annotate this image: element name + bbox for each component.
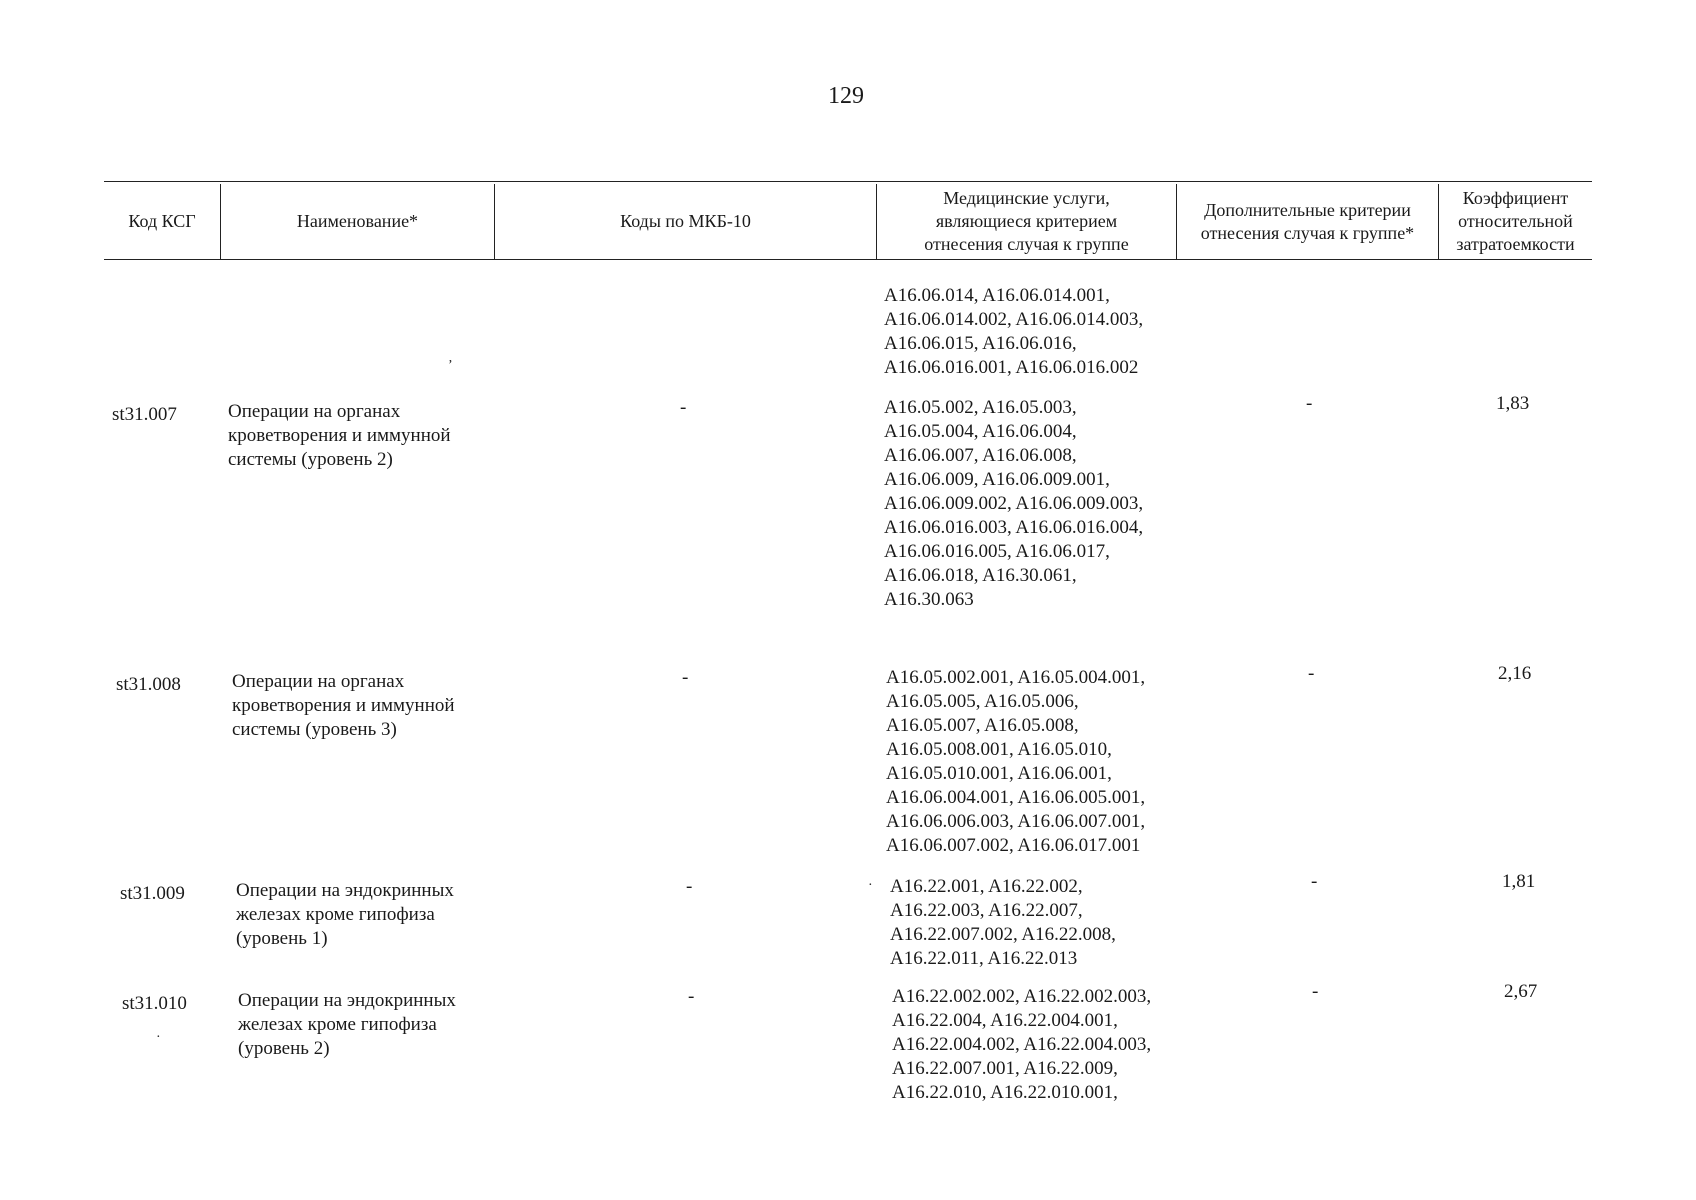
service-code-line: A16.22.003, A16.22.007, bbox=[890, 900, 1083, 921]
row-name-line: системы (уровень 2) bbox=[228, 449, 393, 470]
row-name-line: железах кроме гипофиза bbox=[236, 904, 435, 925]
row-coef: 2,16 bbox=[1498, 663, 1532, 684]
row-code: st31.009 bbox=[120, 883, 185, 904]
row-mkb: - bbox=[686, 876, 693, 897]
header-coef bbox=[1439, 184, 1592, 259]
header-coef-line: затратоемкости bbox=[1456, 234, 1575, 254]
service-code-line: A16.05.002.001, A16.05.004.001, bbox=[886, 667, 1146, 688]
header-name: Наименование* bbox=[296, 211, 419, 231]
service-code-line: A16.06.009.002, A16.06.009.003, bbox=[884, 493, 1144, 514]
service-code-line: A16.06.016.005, A16.06.017, bbox=[884, 541, 1110, 562]
header-extra-line: Дополнительные критерии bbox=[1204, 199, 1411, 220]
row-services bbox=[890, 875, 1210, 971]
stray-mark: ʼ bbox=[448, 358, 453, 373]
service-code-line: A16.06.015, A16.06.016, bbox=[884, 333, 1077, 354]
row-name-line: (уровень 2) bbox=[238, 1038, 330, 1059]
service-code-line: A16.06.014, A16.06.014.001, bbox=[884, 285, 1110, 306]
service-code-line: A16.06.018, A16.30.061, bbox=[884, 565, 1077, 586]
row-name-line: Операции на органах bbox=[232, 671, 405, 692]
header-services bbox=[877, 184, 1176, 259]
row-name-line: железах кроме гипофиза bbox=[238, 1014, 437, 1035]
service-code-line: A16.06.007.002, A16.06.017.001 bbox=[886, 835, 1141, 856]
row-mkb: - bbox=[688, 986, 695, 1007]
row-coef: 2,67 bbox=[1504, 981, 1538, 1002]
service-code-line: A16.06.007, A16.06.008, bbox=[884, 445, 1077, 466]
row-coef: 1,81 bbox=[1502, 871, 1536, 892]
row-extra: - bbox=[1311, 871, 1318, 892]
service-code-line: A16.05.005, A16.05.006, bbox=[886, 691, 1079, 712]
row-extra: - bbox=[1308, 663, 1315, 684]
row-code: st31.007 bbox=[112, 404, 177, 425]
header-services-line: отнесения случая к группе bbox=[924, 234, 1129, 254]
service-code-line: A16.22.002.002, A16.22.002.003, bbox=[892, 986, 1152, 1007]
service-code-line: A16.22.011, A16.22.013 bbox=[890, 948, 1078, 969]
row-name-line: Операции на органах bbox=[228, 401, 401, 422]
header-coef-line: относительной bbox=[1458, 211, 1573, 231]
row-name bbox=[232, 670, 502, 742]
header-code: Код КСГ bbox=[128, 211, 196, 231]
row-services bbox=[892, 985, 1212, 1105]
row-name-line: кроветворения и иммунной bbox=[232, 695, 455, 716]
service-code-line: A16.06.006.003, A16.06.007.001, bbox=[886, 811, 1146, 832]
row-extra: - bbox=[1312, 981, 1319, 1002]
header-top-rule bbox=[104, 181, 1592, 182]
service-code-line: A16.06.009, A16.06.009.001, bbox=[884, 469, 1110, 490]
stray-mark: · bbox=[156, 1030, 161, 1045]
row-extra: - bbox=[1306, 393, 1313, 414]
row-name bbox=[236, 879, 506, 951]
service-code-line: A16.05.007, A16.05.008, bbox=[886, 715, 1079, 736]
header-services-line: Медицинские услуги, bbox=[943, 188, 1110, 208]
service-code-line: A16.22.004, A16.22.004.001, bbox=[892, 1010, 1118, 1031]
row-name-line: системы (уровень 3) bbox=[232, 719, 397, 740]
row-services bbox=[884, 396, 1204, 612]
row-code: st31.008 bbox=[116, 674, 181, 695]
page-number: 129 bbox=[828, 83, 864, 109]
row-code: st31.010 bbox=[122, 993, 187, 1014]
row-name-line: кроветворения и иммунной bbox=[228, 425, 451, 446]
service-code-line: A16.05.010.001, A16.06.001, bbox=[886, 763, 1112, 784]
row-mkb: - bbox=[680, 397, 687, 418]
header-extra bbox=[1177, 184, 1438, 259]
service-code-line: A16.30.063 bbox=[884, 589, 974, 610]
row-name bbox=[238, 989, 508, 1061]
row-coef: 1,83 bbox=[1496, 393, 1530, 414]
service-code-line: A16.05.004, A16.06.004, bbox=[884, 421, 1077, 442]
header-bottom-rule bbox=[104, 259, 1592, 260]
row-mkb: - bbox=[682, 667, 689, 688]
service-code-line: A16.06.014.002, A16.06.014.003, bbox=[884, 309, 1144, 330]
row-name-line: Операции на эндокринных bbox=[238, 990, 456, 1011]
header-coef-line: Коэффициент bbox=[1462, 188, 1569, 208]
service-code-line: A16.06.016.003, A16.06.016.004, bbox=[884, 517, 1144, 538]
service-code-line: A16.22.001, A16.22.002, bbox=[890, 876, 1083, 897]
service-code-line: A16.22.010, A16.22.010.001, bbox=[892, 1082, 1118, 1103]
row-name bbox=[228, 400, 498, 472]
stray-mark: · bbox=[868, 878, 873, 893]
service-code-line: A16.05.002, A16.05.003, bbox=[884, 397, 1077, 418]
service-code-line: A16.06.016.001, A16.06.016.002 bbox=[884, 357, 1139, 378]
header-extra-line: отнесения случая к группе* bbox=[1200, 222, 1415, 243]
row-name-line: Операции на эндокринных bbox=[236, 880, 454, 901]
row-name-line: (уровень 1) bbox=[236, 928, 328, 949]
row-services bbox=[886, 666, 1206, 858]
continuation-services bbox=[884, 284, 1204, 380]
header-services-line: являющиеся критерием bbox=[935, 211, 1118, 231]
service-code-line: A16.22.004.002, A16.22.004.003, bbox=[892, 1034, 1152, 1055]
service-code-line: A16.05.008.001, A16.05.010, bbox=[886, 739, 1112, 760]
service-code-line: A16.22.007.001, A16.22.009, bbox=[892, 1058, 1118, 1079]
service-code-line: A16.22.007.002, A16.22.008, bbox=[890, 924, 1116, 945]
service-code-line: A16.06.004.001, A16.06.005.001, bbox=[886, 787, 1146, 808]
header-mkb: Коды по МКБ-10 bbox=[620, 211, 751, 231]
